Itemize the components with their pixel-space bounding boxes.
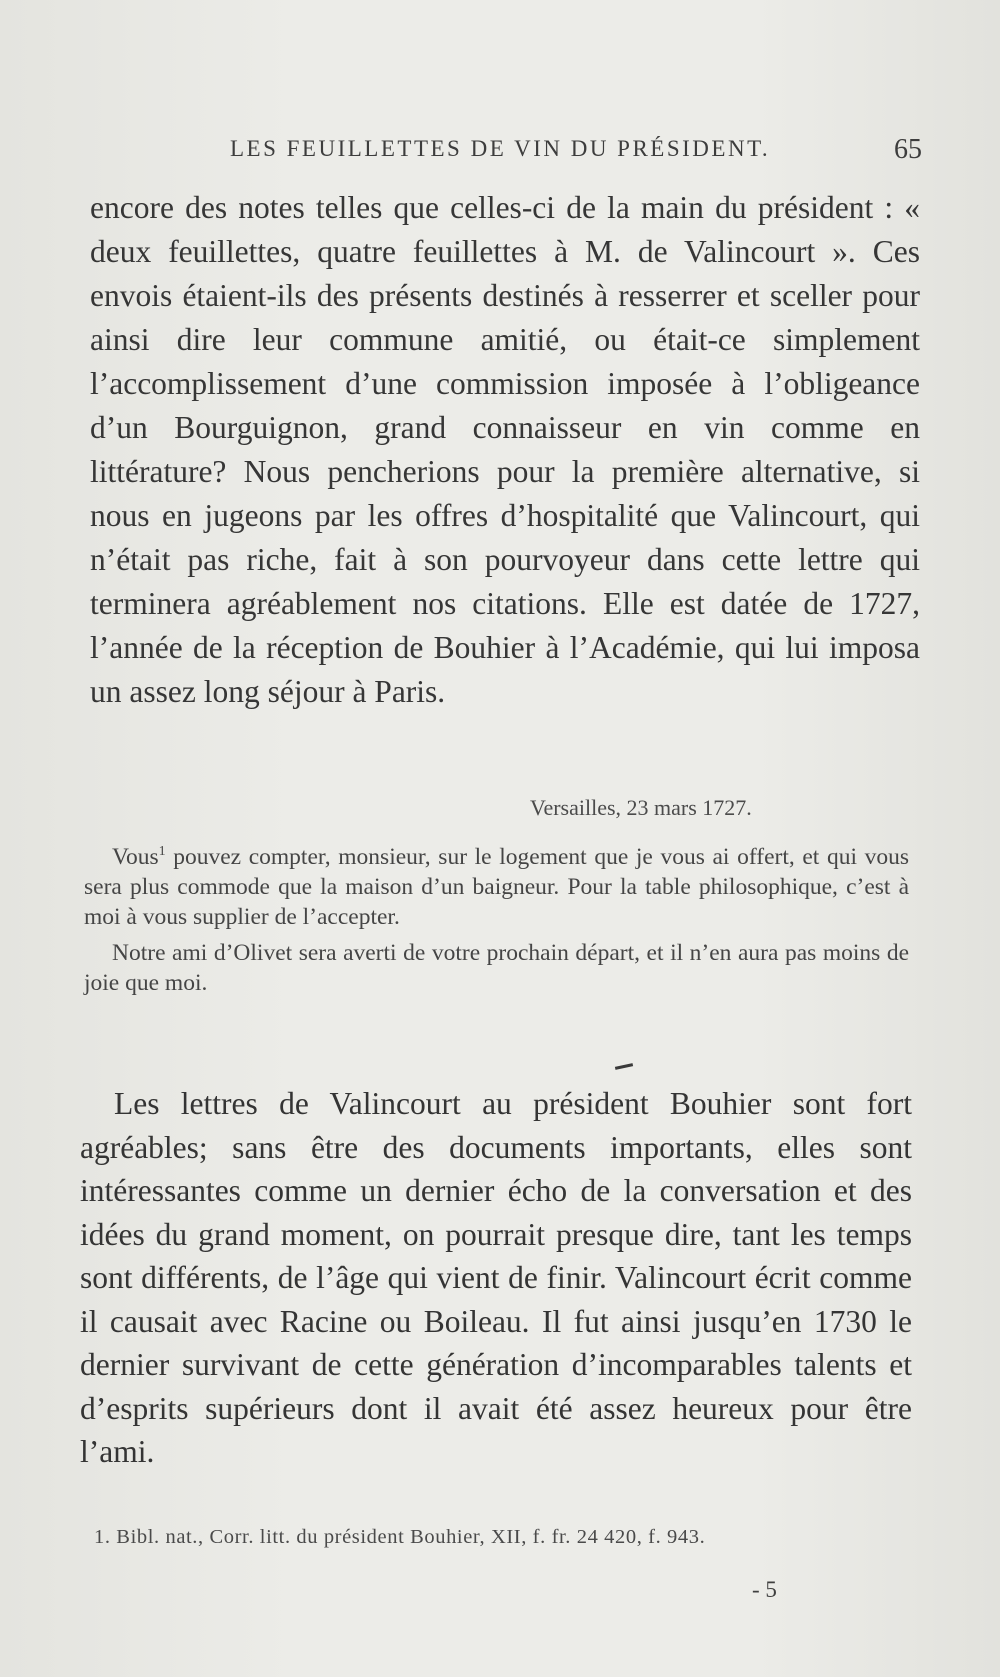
footnote-reference: 1 — [158, 844, 166, 860]
letter-dateline: Versailles, 23 mars 1727. — [530, 795, 752, 820]
page-header — [92, 136, 922, 176]
page-number: 65 — [894, 134, 922, 165]
letter-opening-word: Vous — [112, 844, 159, 870]
main-text-block — [90, 186, 920, 714]
footnote: 1. Bibl. nat., Corr. litt. du président Bouhier, XII, f. fr. 24 420, f. 943. — [94, 1526, 706, 1548]
quoted-letter — [84, 842, 909, 1004]
letter-paragraph-1-text: pouvez compter, monsieur, sur le logement que je vous ai offert, et qui vous sera plus commode que la maison d’un baigneur. Pour la table philosophique, c’est à moi à vous supplier de l’accepter. — [84, 844, 909, 930]
closing-paragraph: Les lettres de Valincourt au président Bouhier sont fort agréables; sans être des documents importants, elles sont intéressantes comme un dernier écho de la conversation et des idées du grand moment, on pourrait presque dire, tant les temps sont différents, de l’âge qui vient de finir. Valincourt écrit comme il causait avec Racine ou Boileau. Il fut ainsi jusqu’en 1730 le dernier survivant de cette génération d’incomparables talents et d’esprits supérieurs dont il avait été assez heureux pour être l’ami. — [80, 1086, 912, 1469]
section-separator — [615, 1063, 633, 1070]
letter-paragraph-2: Notre ami d’Olivet sera averti de votre prochain départ, et il n’en aura pas moins de joie que moi. — [84, 940, 909, 996]
main-paragraph: encore des notes telles que celles-ci de la main du président : « deux feuillettes, quatre feuillettes à M. de Valincourt ». Ces envois étaient-ils des présents destinés à resserrer et sceller pour ainsi dire leur commune amitié, ou était-ce simplement l’accomplissement d’une commission imposée à l’obligeance d’un Bourguignon, grand connaisseur en vin comme en littérature? Nous pencherions pour la première alternative, si nous en jugeons par les offres d’hospitalité que Valincourt, qui n’était pas riche, fait à son pourvoyeur dans cette lettre qui terminera agréablement nos citations. Elle est datée de 1727, l’année de la réception de Bouhier à l’Académie, qui lui imposa un assez long séjour à Paris. — [90, 190, 920, 709]
letter-paragraph-1 — [84, 842, 909, 932]
closing-text-block — [80, 1082, 912, 1474]
printer-signature-mark: - 5 — [752, 1577, 777, 1602]
running-head: LES FEUILLETTES DE VIN DU PRÉSIDENT. — [230, 136, 771, 161]
